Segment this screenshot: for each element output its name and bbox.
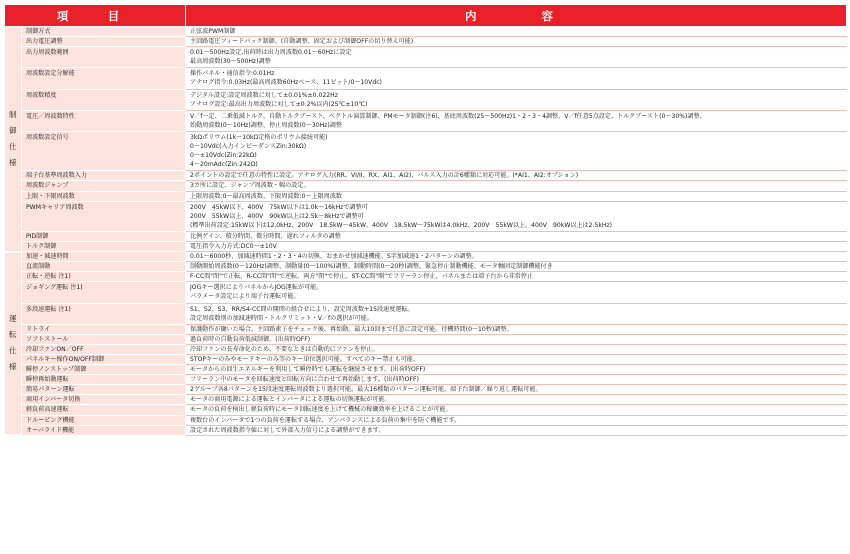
content-line: 200V 45kW以下、400V 75kW以下は1.0k～16kHzで調整可 (190, 203, 368, 211)
row-content (186, 252, 847, 262)
table-header-row (5, 5, 847, 27)
content-line: デジタル設定:設定周波数に対して±0.01%±0.022Hz (190, 91, 338, 99)
row-content (186, 405, 847, 415)
content-line: 0～10Vdc(入力インピーダンスZin:30kΩ) (190, 143, 307, 151)
row-item-label: リトライ (22, 324, 186, 334)
spec-table-container (4, 4, 846, 436)
table-row (5, 47, 847, 68)
row-item-label: 周波数精度 (22, 89, 186, 110)
row-item-label: 制御方式 (22, 27, 186, 37)
category-char: 運 (9, 314, 17, 324)
row-item-label: 正転・逆転 注1) (22, 272, 186, 282)
category-char: 仕 (9, 141, 17, 151)
category-char: 様 (9, 157, 17, 167)
content-header: 内 容 (186, 5, 847, 27)
content-line: (標準出荷設定:15kW以下は12.0kHz、200V 18.5kW～45kW、400V 18.5kW～75kWは4.0kHz、200V 55kW以上、400V 90kW以上は2.5kHz) (190, 221, 613, 229)
table-row (5, 365, 847, 375)
table-row (5, 355, 847, 365)
row-item-label: PID制御 (22, 231, 186, 241)
content-line: モータの商用電源による運転とインバータによる運転の切換運転が可能。 (190, 396, 391, 404)
content-line: 3kΩポリウム(1k～10kΩ定格のポリウム接続可能) (190, 133, 328, 141)
content-line: 制動開始周波数(0～120Hz)調整、制動量(0～100%)調整、制動時間(0～20秒)調整、緊急停止制動機能、モータ軸固定制御機能付き (190, 263, 553, 271)
row-item-label: PWMキャリア周波数 (22, 201, 186, 231)
table-row (5, 171, 847, 181)
row-item-label: 出力電圧調整 (22, 37, 186, 47)
category-char: 仕 (9, 346, 17, 356)
table-row (5, 282, 847, 303)
content-line: 0.01～500Hz設定,出荷時は出力周波数0.01～60Hzに設定 (190, 49, 352, 57)
content-line: アナログ設定:最高出力周波数に対して±0.2%以内(25℃±10℃) (190, 100, 368, 108)
content-line: 正弦波PWM制御 (190, 28, 236, 35)
row-content (186, 282, 847, 303)
row-content (186, 324, 847, 334)
table-row (5, 201, 847, 231)
row-item-label: 瞬停再始動運転 (22, 375, 186, 385)
content-line: 冷却ファンの長寿命化のため、不要なときは自動的にファンを停止。 (190, 345, 379, 353)
table-row (5, 303, 847, 324)
row-content (186, 171, 847, 181)
table-row (5, 110, 847, 131)
row-item-label: ジョギング運転 注1) (22, 282, 186, 303)
content-line: 0～±10Vdc(Zin:22kΩ) (190, 152, 257, 160)
table-row (5, 415, 847, 425)
content-line: S1、S2、S3、RR/S4-CC間の開閉の組合せにより、設定周波数+15段速度運転。 (190, 305, 414, 313)
content-line: 主回路電圧フィードバック制御。(自動調整、固定および制御OFFの切り替え可能) (190, 38, 414, 46)
table-body (5, 27, 847, 436)
row-item-label: パネルキー操作ON/OFF制御 (22, 355, 186, 365)
content-line: 過負荷時の自動負荷低減制御。(出荷時OFF) (190, 335, 311, 343)
row-content (186, 231, 847, 241)
row-content (186, 385, 847, 395)
row-content (186, 27, 847, 37)
table-row (5, 27, 847, 37)
table-row (5, 68, 847, 89)
table-row (5, 252, 847, 262)
row-item-label: 出力周波数範囲 (22, 47, 186, 68)
row-content (186, 365, 847, 375)
row-item-label: 軽負荷高速運転 (22, 405, 186, 415)
table-row (5, 385, 847, 395)
row-content (186, 201, 847, 231)
content-line: 電圧指令入力方式:DC0～±10V (190, 242, 277, 250)
row-item-label: 加速・減速時間 (22, 252, 186, 262)
content-line: 複数台のインバータで1つの負荷を運転する場合、アンバランスによる負荷の集中を防ぐ機能です。 (190, 416, 461, 424)
category-char: 制 (9, 109, 17, 119)
row-content (186, 415, 847, 425)
row-content (186, 110, 847, 131)
row-content (186, 47, 847, 68)
row-content (186, 334, 847, 344)
row-item-label: 商用インバータ切換 (22, 395, 186, 405)
row-content (186, 355, 847, 365)
content-line: 2ポイントの設定で任意の特性に設定。アナログ入力(RR、VI/II、RX、AI1、AI2)、パルス入力の計6種類に対応可能。(*AI1、AI2:オプション) (190, 172, 579, 180)
table-row (5, 231, 847, 241)
row-item-label: 周波数設定信号 (22, 131, 186, 170)
content-line: 操作パネル・通信指令:0.01Hz (190, 70, 275, 78)
content-line: JOGキー選択によりパネルからJOG運転が可能。 (190, 284, 323, 292)
content-line: F-CC間"閉"で正転、R-CC間"閉"で逆転、両方"閉"で停止。ST-CC間"開"でフリーラン停止、パネルまたは端子台から非常停止 (190, 273, 534, 281)
row-item-label: 端子台基準周波数入力 (22, 171, 186, 181)
table-row (5, 272, 847, 282)
category-char: 転 (9, 330, 17, 340)
row-item-label: 簡易パターン運転 (22, 385, 186, 395)
content-line: 4～20mAdc(Zin:242Ω) (190, 161, 258, 169)
content-line: モータからの回生エネルギーを利用して瞬停時でも運転を継続させます。(出荷時OFF) (190, 366, 426, 374)
row-content (186, 272, 847, 282)
spec-table (4, 4, 847, 436)
content-line: 最高周波数(30～500Hz)調整 (190, 58, 271, 66)
row-item-label: 直流制動 (22, 262, 186, 272)
row-item-label: 多段速運転 注1) (22, 303, 186, 324)
table-row (5, 375, 847, 385)
row-content (186, 425, 847, 435)
row-content (186, 191, 847, 201)
item-header: 項 目 (5, 5, 186, 27)
row-content (186, 303, 847, 324)
category-char: 様 (9, 362, 17, 372)
row-content (186, 262, 847, 272)
section-category-label (5, 27, 22, 252)
row-content (186, 181, 847, 191)
table-row (5, 334, 847, 344)
category-char: 御 (9, 125, 17, 135)
row-content (186, 131, 847, 170)
content-line: モータの負荷を検出し軽負荷時にモータ回転速度を上げて機械の稼働効率を上げることが可能。 (190, 406, 452, 414)
content-line: 200V 55kW以上、400V 90kW以上は2.5k～8kHzで調整可 (190, 212, 364, 220)
content-line: STOPキーのみやモードキーのみ等のキー単位選択可能。すべてのキー禁止も可能。 (190, 356, 419, 363)
content-line: パラメータ設定により端子台運転可能。 (190, 293, 300, 301)
row-content (186, 37, 847, 47)
table-row (5, 181, 847, 191)
table-row (5, 324, 847, 334)
row-item-label: 周波数設定分解能 (22, 68, 186, 89)
row-content (186, 344, 847, 354)
row-item-label: 周波数ジャンプ (22, 181, 186, 191)
table-row (5, 344, 847, 354)
content-line: アナログ指令:0.03Hz(最高周波数60Hzベース、11ビット/0～10Vdc) (190, 79, 382, 87)
table-row (5, 425, 847, 435)
row-content (186, 89, 847, 110)
table-row (5, 395, 847, 405)
content-line: 設定周波数別の加減速時間・トルクリミット・V／fの選択が可能。 (190, 314, 373, 322)
row-content (186, 68, 847, 89)
row-content (186, 241, 847, 251)
row-item-label: オーバライド機能 (22, 425, 186, 435)
row-item-label: トルク制御 (22, 241, 186, 251)
table-row (5, 131, 847, 170)
content-line: フリーラン中のモータを回転速度と回転方向に合わせて再始動します。(出荷時OFF) (190, 376, 419, 384)
content-line: 設定された周波数指令値に対して外部入力信号による調整ができます。 (190, 426, 385, 434)
content-line: 3カ所に設定、ジャンプ周波数・幅の設定。 (190, 182, 310, 190)
row-item-label: 上限・下限周波数 (22, 191, 186, 201)
table-row (5, 89, 847, 110)
content-line: 上限周波数:0～最高周波数、下限周波数:0～上限周波数 (190, 192, 343, 200)
content-line: 0.01～6000秒、加減速時間1・2・3・4の切換、おまかせ加減速機能、S字加減速1・2パターンの調整。 (190, 253, 478, 261)
row-content (186, 375, 847, 385)
table-row (5, 37, 847, 47)
content-line: 比例ゲイン、積分時間、微分時間、遅れフィルタの調整 (190, 232, 341, 240)
row-item-label: 冷却ファンON／OFF (22, 344, 186, 354)
table-row (5, 262, 847, 272)
row-item-label: 電圧／周波数特性 (22, 110, 186, 131)
table-row (5, 191, 847, 201)
row-content (186, 395, 847, 405)
table-row (5, 405, 847, 415)
section-category-label (5, 252, 22, 436)
row-item-label: ソフトストール (22, 334, 186, 344)
row-item-label: 瞬停ノンストップ制御 (22, 365, 186, 375)
content-line: 2グループ各8パターンを15段速度運転周波数より選択可能。最大16種類のパターン運転可能。端子台制御／繰り返し運転可能。 (190, 386, 542, 394)
row-item-label: ドルーピング機能 (22, 415, 186, 425)
content-line: 保護動作が働いた場合、主回路素子をチェック後、再始動。最大10回まで任意に設定可能。待機時間(0～10秒)調整。 (190, 325, 513, 333)
table-row (5, 241, 847, 251)
content-line: 始動周波数(0～10Hz)調整、停止周波数(0～30Hz)調整 (190, 121, 342, 129)
content-line: V／f一定、二乗低減トルク、自動トルクブースト、ベクトル演算制御、PMモータ制御(注6)、基底周波数(25～500Hz)1・2・3・4調整、V／f任意5点設定、トルクブースト(0～30%)調整、 (190, 112, 706, 120)
